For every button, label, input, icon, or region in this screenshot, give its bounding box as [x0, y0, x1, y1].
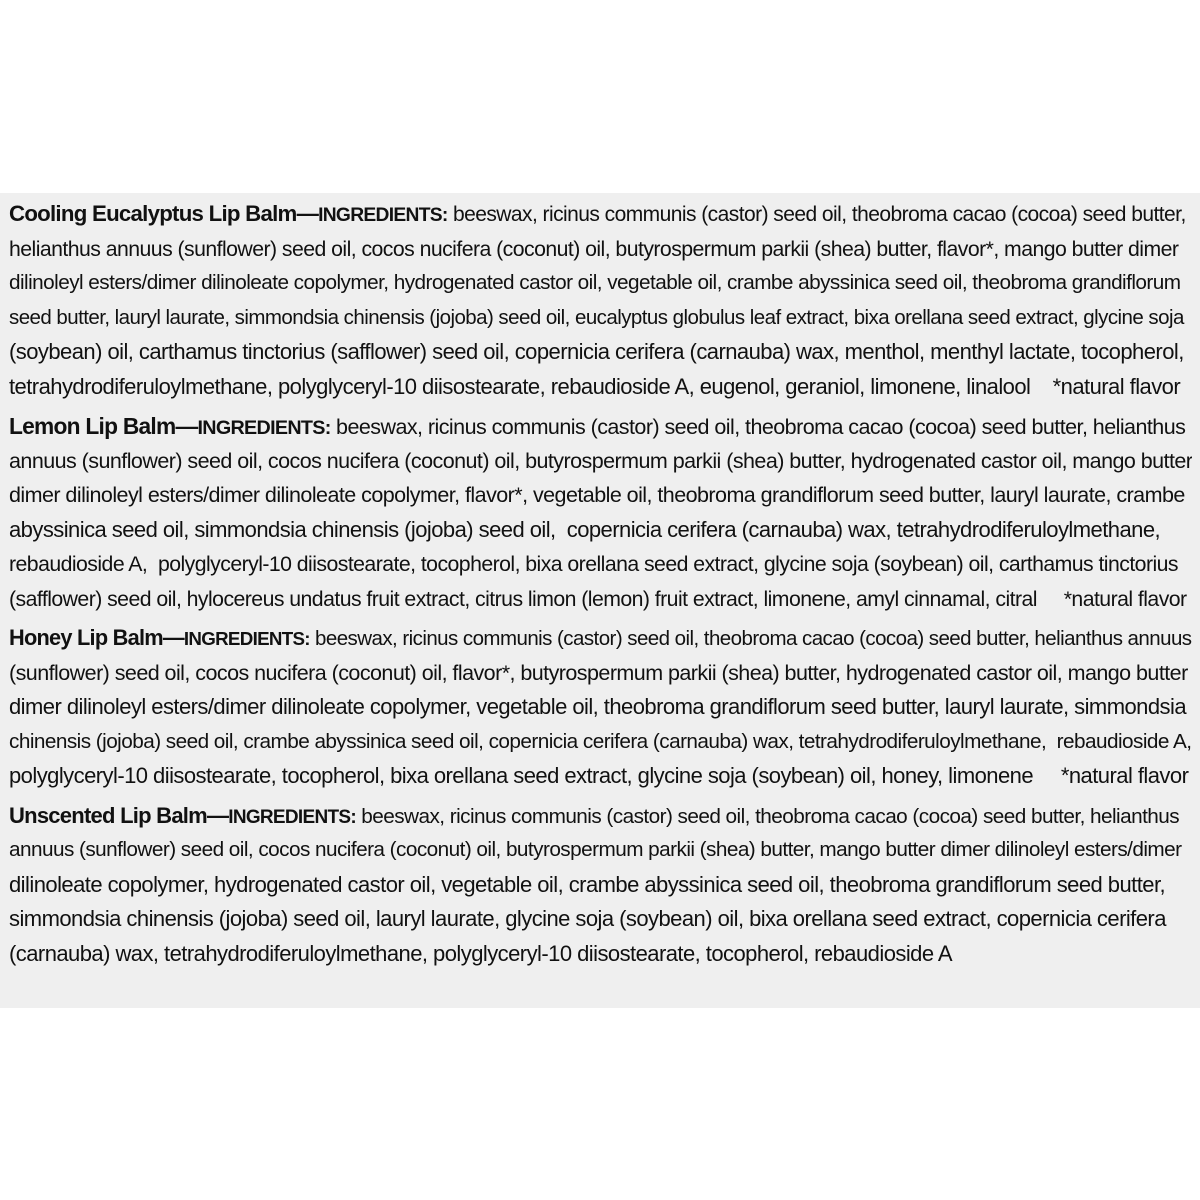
ingredients-line: polyglyceryl-10 diisostearate, tocopherol, bixa orellana seed extract, glycine soja (soybean) oil, honey, limonene *natural flavor — [9, 763, 1189, 788]
ingredients-line: (sunflower) seed oil, cocos nucifera (coconut) oil, flavor*, butyrospermum parkii (shea) butter, hydrogenated castor oil, mango butter — [9, 660, 1188, 685]
ingredients-line: abyssinica seed oil, simmondsia chinensis (jojoba) seed oil, copernicia cerifera (carnauba) wax, tetrahydrodiferuloylmethane, — [9, 516, 1161, 542]
ingredients-line: dimer dilinoleyl esters/dimer dilinoleate copolymer, flavor*, vegetable oil, theobroma grandiflorum seed butter, lauryl laurate, crambe — [9, 483, 1185, 507]
ingredients-text: beeswax, ricinus communis (castor) seed oil, theobroma cacao (cocoa) seed butter, helianthus — [356, 804, 1180, 828]
product-name: Lemon Lip Balm — [9, 413, 176, 439]
ingredients-entry-lemon — [9, 409, 1192, 616]
product-name: Cooling Eucalyptus Lip Balm — [9, 201, 297, 226]
ingredients-line: dimer dilinoleyl esters/dimer dilinoleate copolymer, vegetable oil, theobroma grandiflorum seed butter, lauryl laurate, simmondsia — [9, 694, 1187, 719]
product-name: Unscented Lip Balm — [9, 802, 207, 828]
ingredients-line: (soybean) oil, carthamus tinctorius (safflower) seed oil, copernicia cerifera (carnauba) wax, menthol, menthyl lactate, tocopherol, — [9, 339, 1184, 364]
ingredients-line: (carnauba) wax, tetrahydrodiferuloylmethane, polyglyceryl-10 diisostearate, tocopherol, rebaudioside A — [9, 940, 953, 966]
ingredients-line: (safflower) seed oil, hylocereus undatus fruit extract, citrus limon (lemon) fruit extract, limonene, amyl cinnamal, citral *natural flavor — [9, 586, 1187, 611]
ingredients-entry-unscented — [9, 799, 1192, 972]
ingredients-line: chinensis (jojoba) seed oil, crambe abyssinica seed oil, copernicia cerifera (carnauba) wax, tetrahydrodiferuloylmethane, rebaudioside A, — [9, 729, 1192, 753]
ingredients-line: simmondsia chinensis (jojoba) seed oil, lauryl laurate, glycine soja (soybean) oil, bixa orellana seed extract, copernicia cerifera — [9, 906, 1166, 931]
ingredients-line: tetrahydrodiferuloylmethane, polyglyceryl-10 diisostearate, rebaudioside A, eugenol, geraniol, limonene, linalool *natural flavor — [9, 373, 1181, 399]
ingredients-heading-line — [9, 409, 1192, 444]
ingredients-line: helianthus annuus (sunflower) seed oil, cocos nucifera (coconut) oil, butyrospermum parkii (shea) butter, flavor*, mango butter dimer — [9, 236, 1179, 261]
product-name: Honey Lip Balm — [9, 625, 163, 650]
ingredients-heading-line — [9, 799, 1192, 834]
ingredients-text: beeswax, ricinus communis (castor) seed oil, theobroma cacao (cocoa) seed butter, — [447, 203, 1186, 226]
em-dash: — — [206, 802, 229, 828]
em-dash: — — [175, 413, 198, 439]
ingredients-entry-honey — [9, 621, 1192, 794]
ingredients-line: rebaudioside A, polyglyceryl-10 diisostearate, tocopherol, bixa orellana seed extract, glycine soja (soybean) oil, carthamus tinctorius — [9, 552, 1178, 576]
ingredients-label: INGREDIENTS: — [197, 417, 331, 439]
ingredients-text: beeswax, ricinus communis (castor) seed oil, theobroma cacao (cocoa) seed butter, helianthus annuus — [309, 627, 1192, 650]
ingredients-heading-line — [9, 197, 1192, 232]
ingredients-line: dilinoleyl esters/dimer dilinoleate copolymer, hydrogenated castor oil, vegetable oil, crambe abyssinica seed oil, theobroma grandiflorum — [9, 271, 1181, 294]
ingredients-panel — [0, 193, 1200, 1008]
ingredients-line: dilinoleate copolymer, hydrogenated castor oil, vegetable oil, crambe abyssinica seed oil, theobroma grandiflorum seed butter, — [9, 871, 1166, 897]
em-dash: — — [296, 201, 319, 226]
ingredients-text: beeswax, ricinus communis (castor) seed oil, theobroma cacao (cocoa) seed butter, helianthus — [330, 415, 1186, 439]
ingredients-line: seed butter, lauryl laurate, simmondsia chinensis (jojoba) seed oil, eucalyptus globulus leaf extract, bixa orellana seed extract, glycine soja — [9, 305, 1184, 329]
ingredients-label: INGREDIENTS: — [183, 628, 310, 649]
ingredients-heading-line — [9, 621, 1192, 656]
ingredients-line: annuus (sunflower) seed oil, cocos nucifera (coconut) oil, butyrospermum parkii (shea) butter, mango butter dimer dilinoleyl esters/dimer — [9, 838, 1182, 861]
ingredients-line: annuus (sunflower) seed oil, cocos nucifera (coconut) oil, butyrospermum parkii (shea) butter, hydrogenated castor oil, mango butter — [9, 448, 1192, 473]
em-dash: — — [162, 625, 184, 650]
ingredients-label: INGREDIENTS: — [228, 806, 357, 828]
ingredients-label: INGREDIENTS: — [318, 205, 448, 226]
ingredients-entry-cooling-eucalyptus — [9, 197, 1192, 404]
